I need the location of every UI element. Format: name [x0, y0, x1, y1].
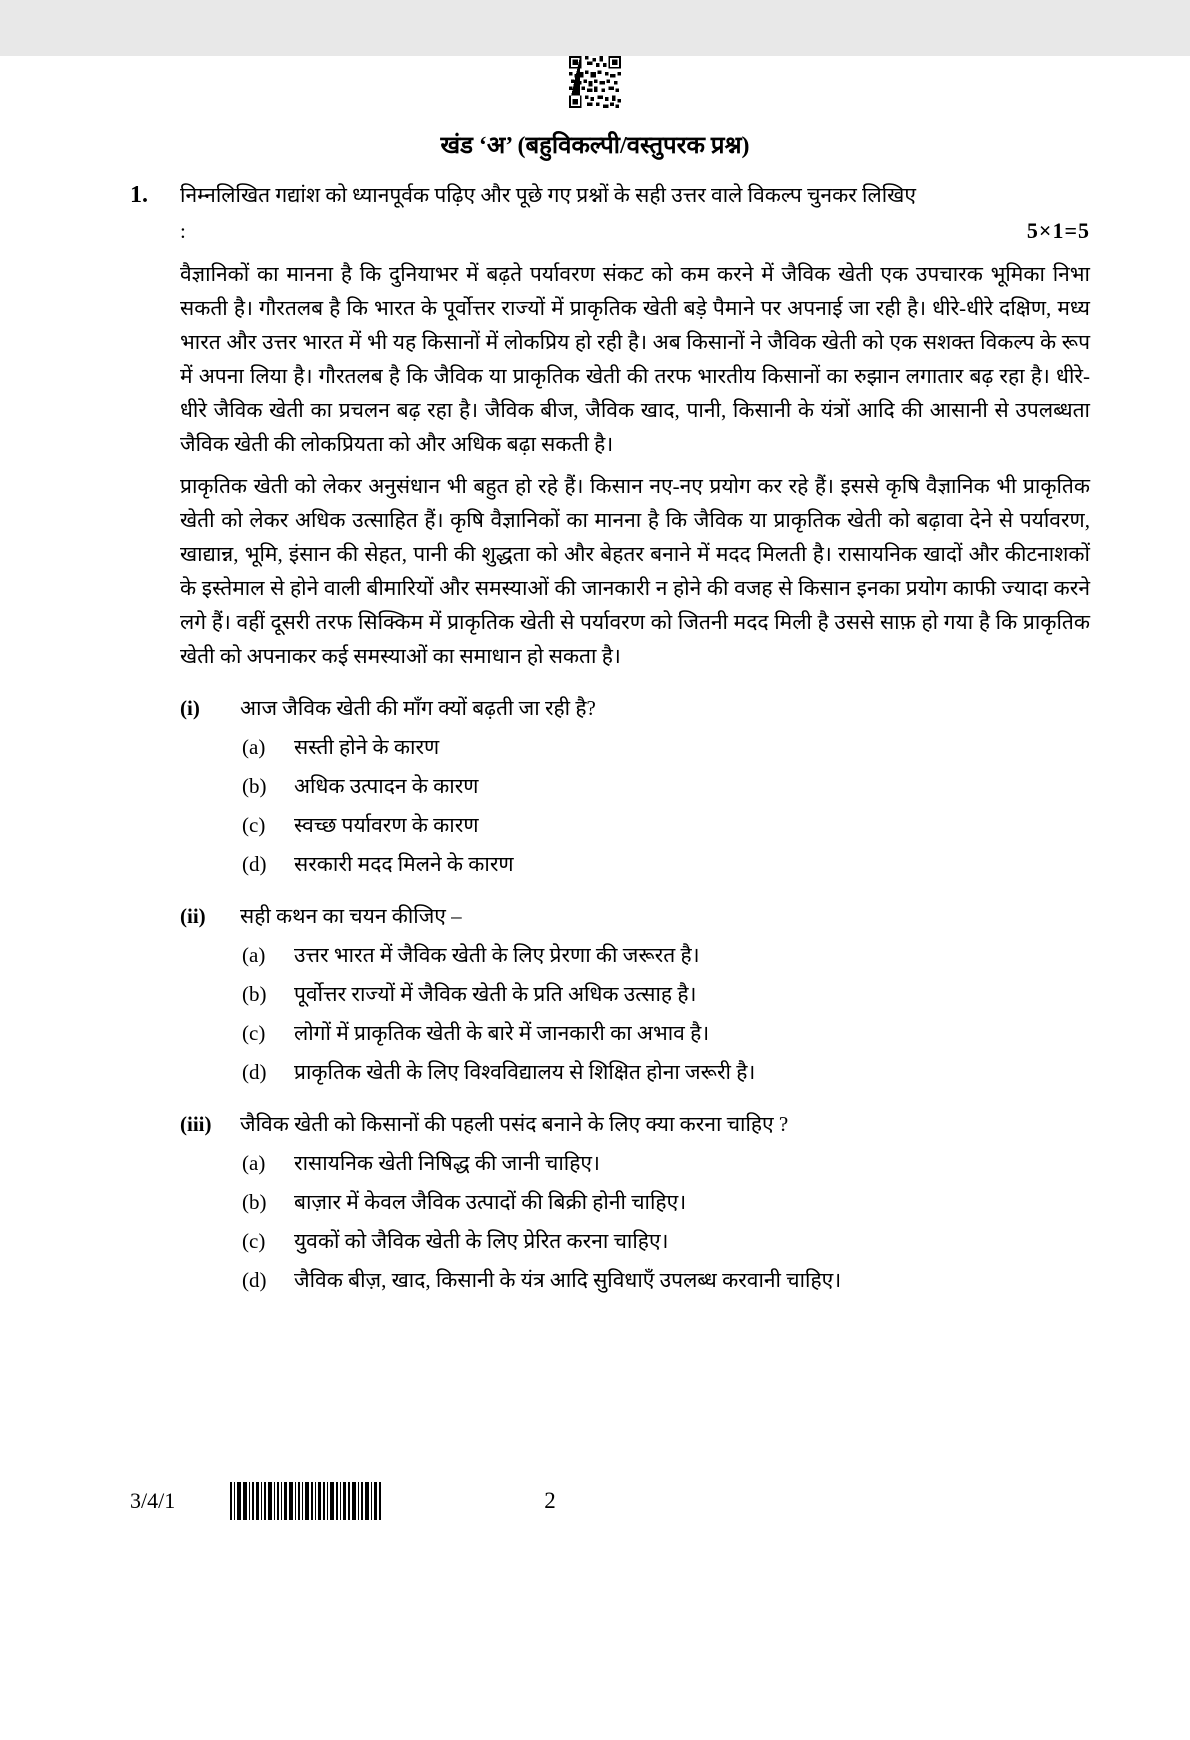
option-row: [242, 769, 1090, 803]
option-text: जैविक बीज़, खाद, किसानी के यंत्र आदि सुविधाएँ उपलब्ध करवानी चाहिए।: [294, 1268, 842, 1292]
option-label: (c): [242, 1229, 266, 1253]
option-row: [242, 1146, 1090, 1180]
option-label: (a): [242, 1151, 266, 1175]
paper-code: 3/4/1: [130, 1488, 176, 1513]
option-label: (b): [242, 982, 267, 1006]
footer: [130, 1482, 1090, 1520]
sub-question-label: (i): [180, 696, 200, 720]
option-row: [242, 1224, 1090, 1258]
option-text: सरकारी मदद मिलने के कारण: [294, 852, 514, 876]
option-row: [242, 1185, 1090, 1219]
question-instruction: निम्नलिखित गद्यांश को ध्यानपूर्वक पढ़िए और पूछे गए प्रश्नों के सही उत्तर वाले विकल्प चुनकर लिखिए :: [180, 183, 916, 243]
sub-question-text: आज जैविक खेती की माँग क्यों बढ़ती जा रही है?: [240, 696, 596, 720]
option-label: (b): [242, 774, 267, 798]
option-label: (d): [242, 1060, 267, 1084]
sub-question-text: जैविक खेती को किसानों की पहली पसंद बनाने के लिए क्या करना चाहिए ?: [240, 1112, 789, 1136]
question-1: [130, 177, 1090, 1297]
option-row: [242, 730, 1090, 764]
sub-question-iii: [180, 1107, 1090, 1297]
option-row: [242, 1263, 1090, 1297]
option-row: [242, 977, 1090, 1011]
option-text: लोगों में प्राकृतिक खेती के बारे में जानकारी का अभाव है।: [294, 1021, 710, 1045]
option-text: रासायनिक खेती निषिद्ध की जानी चाहिए।: [294, 1151, 600, 1175]
passage-paragraph-1: वैज्ञानिकों का मानना है कि दुनियाभर में बढ़ते पर्यावरण संकट को कम करने में जैविक खेती एक उपचारक भूमिका निभा सकती है। गौरतलब है कि भारत के पूर्वोत्तर राज्यों में प्राकृतिक खेती बड़े पैमाने पर अपनाई जा रही है। धीरे-धीरे दक्षिण, मध्य भारत और उत्तर भारत में भी यह किसानों में लोकप्रिय हो रही है। अब किसानों ने जैविक खेती को एक सशक्त विकल्प के रूप में अपना लिया है। गौरतलब है कि जैविक या प्राकृतिक खेती की तरफ भारतीय किसानों का रुझान लगातार बढ़ रहा है। धीरे-धीरे जैविक खेती का प्रचलन बढ़ रहा है। जैविक बीज, जैविक खाद, पानी, किसानी के यंत्रों आदि की आसानी से उपलब्धता जैविक खेती की लोकप्रियता को और अधिक बढ़ा सकती है।: [180, 262, 1090, 456]
sub-question-i: [180, 691, 1090, 881]
passage: [180, 257, 1090, 673]
option-row: [242, 938, 1090, 972]
option-text: प्राकृतिक खेती के लिए विश्वविद्यालय से शिक्षित होना जरूरी है।: [294, 1060, 756, 1084]
option-row: [242, 808, 1090, 842]
option-row: [242, 1055, 1090, 1089]
question-marks: 5×1=5: [1026, 218, 1090, 243]
option-text: स्वच्छ पर्यावरण के कारण: [294, 813, 479, 837]
option-row: [242, 847, 1090, 881]
qr-code-icon: [569, 56, 621, 108]
option-text: पूर्वोत्तर राज्यों में जैविक खेती के प्रति अधिक उत्साह है।: [294, 982, 697, 1006]
exam-page: [0, 56, 1190, 1740]
passage-paragraph-2: प्राकृतिक खेती को लेकर अनुसंधान भी बहुत हो रहे हैं। किसान नए-नए प्रयोग कर रहे हैं। इससे कृषि वैज्ञानिक भी प्राकृतिक खेती को लेकर अधिक उत्साहित हैं। कृषि वैज्ञानिकों का मानना है कि जैविक या प्राकृतिक खेती को बढ़ावा देने से पर्यावरण, खाद्यान्न, भूमि, इंसान की सेहत, पानी की शुद्धता को और बेहतर बनाने में मदद मिलती है। रासायनिक खादों और कीटनाशकों के इस्तेमाल से होने वाली बीमारियों और समस्याओं की जानकारी न होने की वजह से किसान इनका प्रयोग काफी ज्यादा करने लगे हैं। वहीं दूसरी तरफ सिक्किम में प्राकृतिक खेती से पर्यावरण को जितनी मदद मिली है उससे साफ़ हो गया है कि प्राकृतिक खेती को अपनाकर कई समस्याओं का समाधान हो सकता है।: [180, 474, 1090, 668]
question-number: 1.: [130, 182, 148, 208]
option-label: (a): [242, 735, 266, 759]
sub-question-ii: [180, 899, 1090, 1089]
option-label: (b): [242, 1190, 267, 1214]
option-text: उत्तर भारत में जैविक खेती के लिए प्रेरणा की जरूरत है।: [294, 943, 700, 967]
page-number: 2: [544, 1488, 556, 1513]
option-label: (c): [242, 813, 266, 837]
option-label: (d): [242, 852, 267, 876]
sub-question-label: (ii): [180, 904, 206, 928]
option-label: (a): [242, 943, 266, 967]
sub-question-text: सही कथन का चयन कीजिए –: [240, 904, 462, 928]
option-text: सस्ती होने के कारण: [294, 735, 440, 759]
option-label: (c): [242, 1021, 266, 1045]
option-row: [242, 1016, 1090, 1050]
option-label: (d): [242, 1268, 267, 1292]
option-text: अधिक उत्पादन के कारण: [294, 774, 479, 798]
option-text: बाज़ार में केवल जैविक उत्पादों की बिक्री होनी चाहिए।: [294, 1190, 687, 1214]
barcode-icon: [230, 1482, 382, 1520]
option-text: युवकों को जैविक खेती के लिए प्रेरित करना चाहिए।: [294, 1229, 669, 1253]
sub-question-label: (iii): [180, 1112, 212, 1136]
section-heading: खंड ‘अ’ (बहुविकल्पी/वस्तुपरक प्रश्न): [440, 133, 750, 159]
